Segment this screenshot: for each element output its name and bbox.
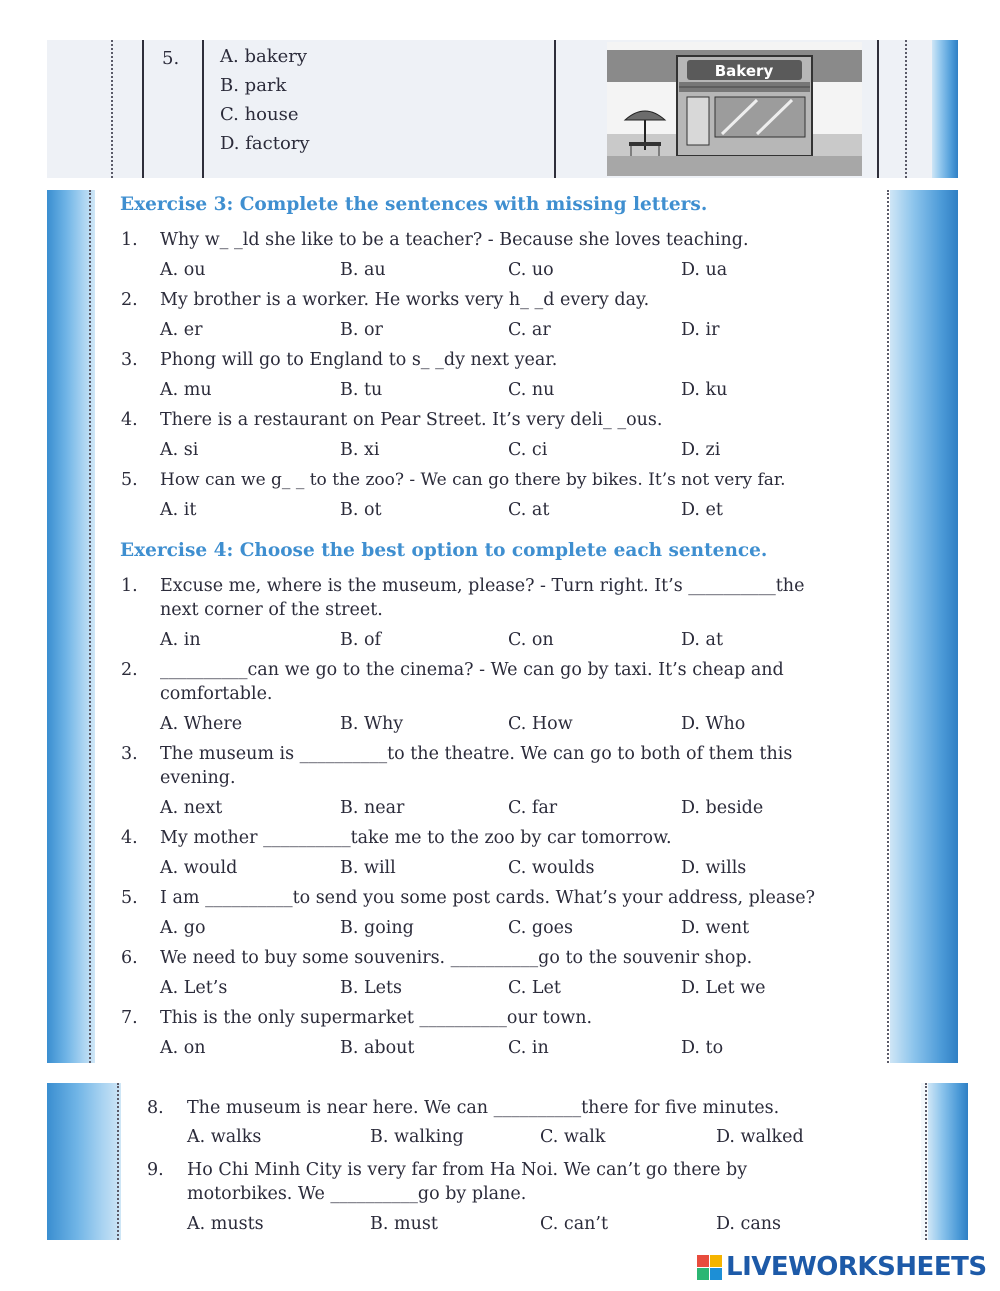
page-margin-left bbox=[47, 1083, 121, 1240]
question-text: How can we g_ _ to the zoo? - We can go there by bikes. It’s not very far. bbox=[160, 470, 786, 490]
option-d[interactable]: D. factory bbox=[220, 133, 310, 154]
option-a[interactable]: A. Where bbox=[160, 714, 243, 734]
option-c[interactable]: C. Let bbox=[508, 978, 561, 998]
question-number: 3. bbox=[121, 744, 138, 764]
dotted-border-left bbox=[111, 40, 113, 178]
question-text: I am __________to send you some post cards. What’s your address, please? bbox=[160, 888, 815, 908]
exercise-page bbox=[47, 190, 958, 1063]
dotted-border-left bbox=[117, 1083, 119, 1240]
option-d[interactable]: D. at bbox=[681, 630, 723, 650]
dotted-border-left bbox=[89, 190, 91, 1063]
option-c[interactable]: C. ar bbox=[508, 320, 551, 340]
option-d[interactable]: D. cans bbox=[716, 1214, 782, 1234]
option-b[interactable]: B. must bbox=[370, 1214, 438, 1234]
question-text: Phong will go to England to s_ _dy next year. bbox=[160, 350, 558, 370]
question-text: The museum is __________to the theatre. We can go to both of them this bbox=[160, 744, 793, 764]
option-a[interactable]: A. on bbox=[160, 1038, 206, 1058]
option-c[interactable]: C. ci bbox=[508, 440, 548, 460]
option-b[interactable]: B. will bbox=[340, 858, 396, 878]
option-b[interactable]: B. of bbox=[340, 630, 381, 650]
table-line bbox=[554, 40, 556, 178]
bakery-illustration bbox=[607, 42, 862, 176]
option-d[interactable]: D. Let we bbox=[681, 978, 766, 998]
question-text-cont: evening. bbox=[160, 768, 236, 788]
previous-exercise-fragment bbox=[47, 40, 958, 178]
question-number: 5. bbox=[162, 48, 180, 69]
logo-square bbox=[710, 1268, 722, 1280]
question-text-cont: next corner of the street. bbox=[160, 600, 383, 620]
option-d[interactable]: D. beside bbox=[681, 798, 764, 818]
option-c[interactable]: C. How bbox=[508, 714, 573, 734]
table-line bbox=[877, 40, 879, 178]
logo-mark-icon bbox=[697, 1255, 722, 1280]
question-text: We need to buy some souvenirs. __________go to the souvenir shop. bbox=[160, 948, 753, 968]
option-b[interactable]: B. going bbox=[340, 918, 414, 938]
page-edge-shadow bbox=[932, 40, 958, 178]
question-text: There is a restaurant on Pear Street. It’s very deli_ _ous. bbox=[160, 410, 663, 430]
option-c[interactable]: C. in bbox=[508, 1038, 549, 1058]
question-text-cont: comfortable. bbox=[160, 684, 273, 704]
option-b[interactable]: B. ot bbox=[340, 500, 382, 520]
option-b[interactable]: B. park bbox=[220, 75, 287, 96]
option-a[interactable]: A. musts bbox=[187, 1214, 264, 1234]
option-b[interactable]: B. Lets bbox=[340, 978, 402, 998]
dotted-border-right bbox=[925, 1083, 927, 1240]
worksheet-paper bbox=[95, 190, 905, 1063]
option-d[interactable]: D. went bbox=[681, 918, 750, 938]
option-b[interactable]: B. about bbox=[340, 1038, 415, 1058]
question-text-cont: motorbikes. We __________go by plane. bbox=[187, 1184, 527, 1204]
option-a[interactable]: A. in bbox=[160, 630, 201, 650]
exercise-4-title: Exercise 4: Choose the best option to complete each sentence. bbox=[120, 540, 768, 561]
question-text: __________can we go to the cinema? - We can go by taxi. It’s cheap and bbox=[160, 660, 784, 680]
option-c[interactable]: C. far bbox=[508, 798, 558, 818]
option-d[interactable]: D. et bbox=[681, 500, 723, 520]
option-d[interactable]: D. ua bbox=[681, 260, 728, 280]
question-text: This is the only supermarket __________our town. bbox=[160, 1008, 593, 1028]
option-a[interactable]: A. er bbox=[160, 320, 203, 340]
question-number: 8. bbox=[147, 1098, 164, 1118]
option-d[interactable]: D. zi bbox=[681, 440, 721, 460]
option-c[interactable]: C. walk bbox=[540, 1127, 606, 1147]
option-c[interactable]: C. woulds bbox=[508, 858, 595, 878]
option-c[interactable]: C. nu bbox=[508, 380, 555, 400]
option-c[interactable]: C. can’t bbox=[540, 1214, 608, 1234]
page-margin-left bbox=[47, 190, 95, 1063]
option-b[interactable]: B. Why bbox=[340, 714, 404, 734]
option-a[interactable]: A. ou bbox=[160, 260, 206, 280]
option-b[interactable]: B. near bbox=[340, 798, 405, 818]
option-d[interactable]: D. walked bbox=[716, 1127, 804, 1147]
option-c[interactable]: C. uo bbox=[508, 260, 554, 280]
logo-square bbox=[697, 1255, 709, 1267]
question-number: 5. bbox=[121, 470, 138, 490]
question-text: The museum is near here. We can __________there for five minutes. bbox=[187, 1098, 780, 1118]
logo-square bbox=[710, 1255, 722, 1267]
option-b[interactable]: B. walking bbox=[370, 1127, 464, 1147]
question-text: My brother is a worker. He works very h_ _d every day. bbox=[160, 290, 650, 310]
question-number: 9. bbox=[147, 1160, 164, 1180]
bakery-sign-text: Bakery bbox=[714, 62, 774, 80]
option-b[interactable]: B. or bbox=[340, 320, 383, 340]
table-line bbox=[142, 40, 144, 178]
question-text: My mother __________take me to the zoo by car tomorrow. bbox=[160, 828, 672, 848]
question-number: 2. bbox=[121, 660, 138, 680]
option-b[interactable]: B. au bbox=[340, 260, 386, 280]
dotted-border-right bbox=[887, 190, 889, 1063]
option-a[interactable]: A. would bbox=[160, 858, 238, 878]
option-d[interactable]: D. ir bbox=[681, 320, 720, 340]
question-text: Why w_ _ld she like to be a teacher? - Because she loves teaching. bbox=[160, 230, 749, 250]
question-number: 3. bbox=[121, 350, 138, 370]
option-a[interactable]: A. walks bbox=[187, 1127, 262, 1147]
question-number: 7. bbox=[121, 1008, 138, 1028]
table-line bbox=[202, 40, 204, 178]
option-d[interactable]: D. ku bbox=[681, 380, 728, 400]
question-number: 4. bbox=[121, 828, 138, 848]
option-d[interactable]: D. to bbox=[681, 1038, 724, 1058]
question-number: 2. bbox=[121, 290, 138, 310]
option-b[interactable]: B. xi bbox=[340, 440, 380, 460]
option-c[interactable]: C. at bbox=[508, 500, 550, 520]
page-margin-right bbox=[890, 190, 958, 1063]
option-a[interactable]: A. it bbox=[160, 500, 197, 520]
question-number: 1. bbox=[121, 576, 138, 596]
option-a[interactable]: A. mu bbox=[160, 380, 212, 400]
question-number: 1. bbox=[121, 230, 138, 250]
question-number: 5. bbox=[121, 888, 138, 908]
option-c[interactable]: C. goes bbox=[508, 918, 573, 938]
page-margin-right bbox=[928, 1083, 968, 1240]
option-a[interactable]: A. Let’s bbox=[160, 978, 228, 998]
question-number: 6. bbox=[121, 948, 138, 968]
question-number: 4. bbox=[121, 410, 138, 430]
option-a[interactable]: A. next bbox=[160, 798, 223, 818]
option-b[interactable]: B. tu bbox=[340, 380, 383, 400]
question-text: Excuse me, where is the museum, please? - Turn right. It’s __________the bbox=[160, 576, 805, 596]
option-a[interactable]: A. bakery bbox=[220, 46, 308, 67]
option-d[interactable]: D. Who bbox=[681, 714, 746, 734]
exercise-page-continued bbox=[47, 1083, 968, 1240]
logo-square bbox=[697, 1268, 709, 1280]
option-d[interactable]: D. wills bbox=[681, 858, 747, 878]
option-c[interactable]: C. on bbox=[508, 630, 554, 650]
question-text: Ho Chi Minh City is very far from Ha Noi. We can’t go there by bbox=[187, 1160, 748, 1180]
logo-text: LIVEWORKSHEETS bbox=[726, 1252, 987, 1282]
exercise-3-title: Exercise 3: Complete the sentences with missing letters. bbox=[120, 194, 708, 215]
option-a[interactable]: A. si bbox=[160, 440, 199, 460]
option-a[interactable]: A. go bbox=[160, 918, 206, 938]
liveworksheets-logo[interactable] bbox=[697, 1252, 987, 1282]
dotted-border-right bbox=[905, 40, 907, 178]
option-c[interactable]: C. house bbox=[220, 104, 299, 125]
